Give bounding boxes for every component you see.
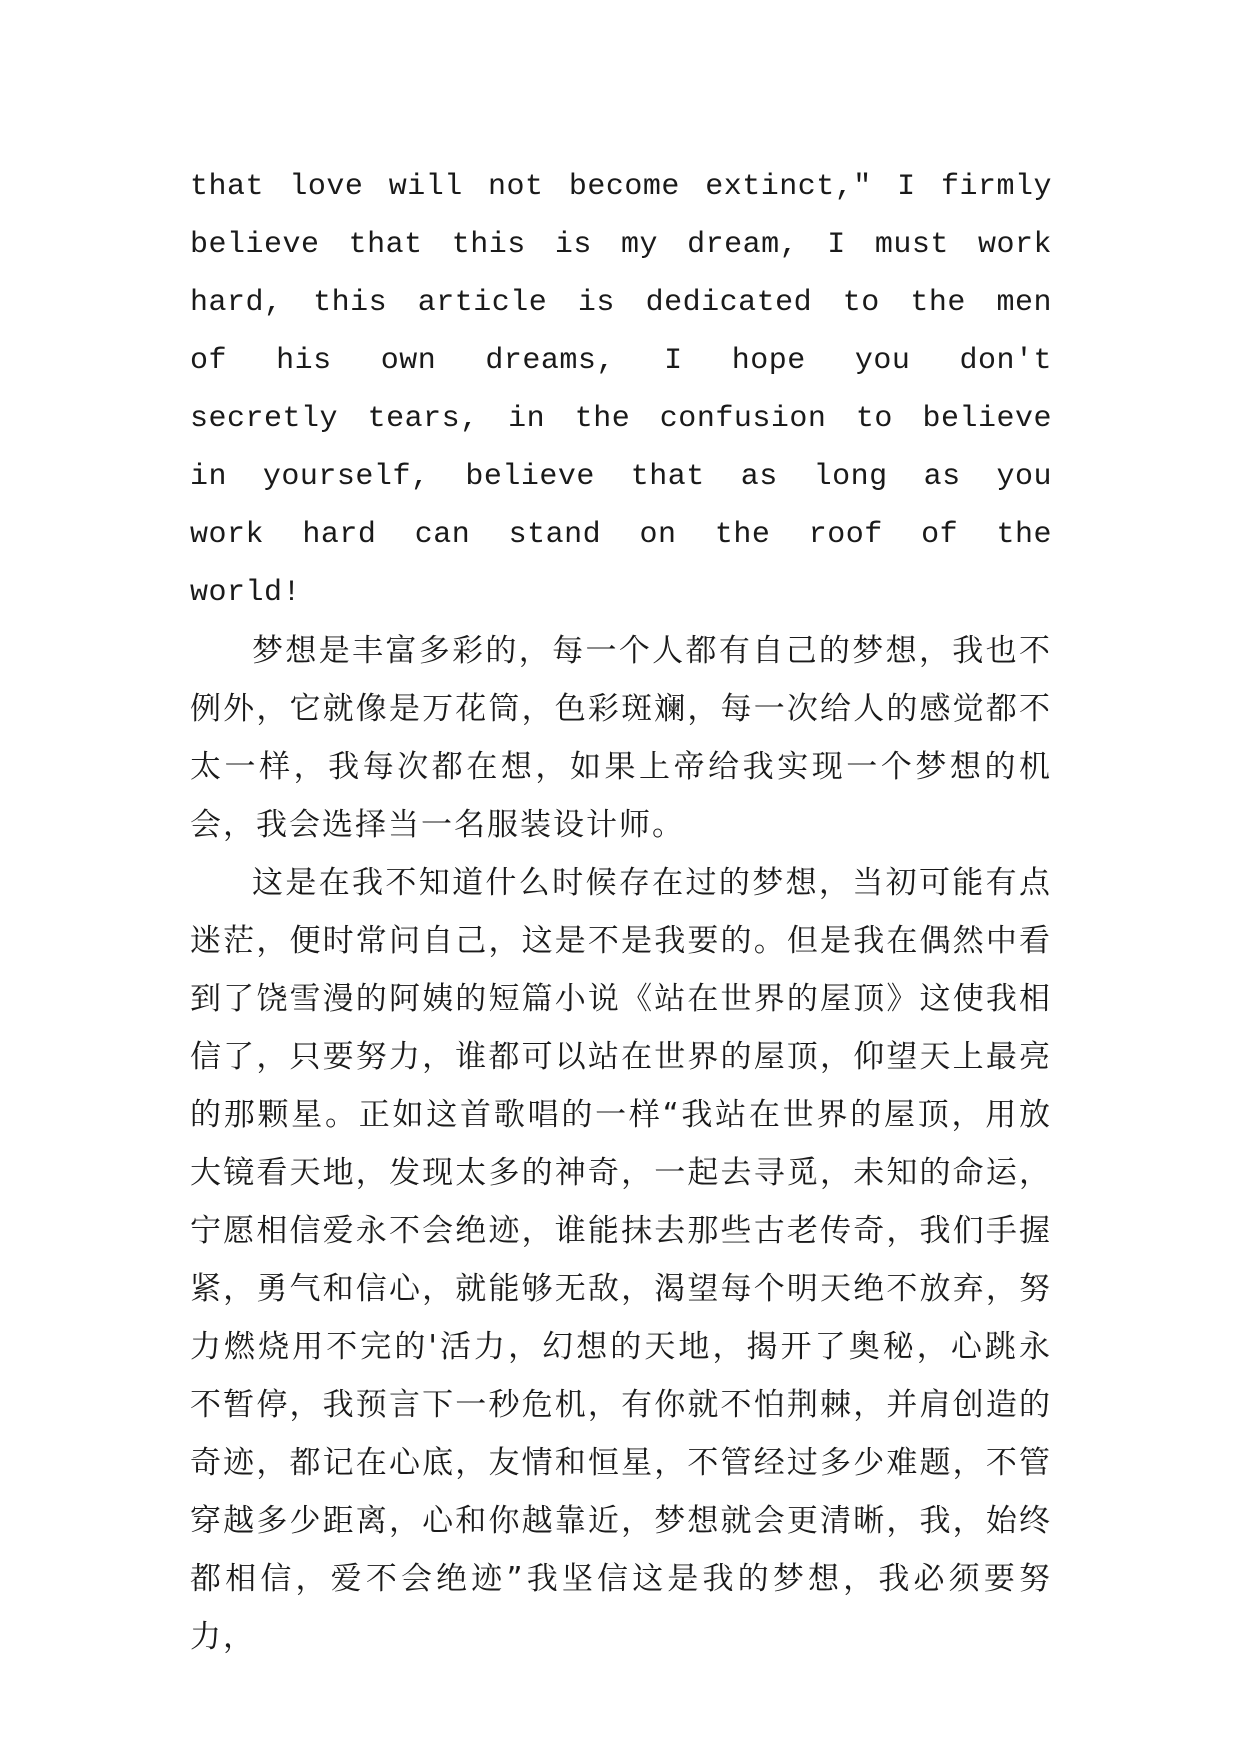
document-body	[190, 158, 1052, 1666]
paragraph-english: that love will not become extinct," I firmly believe that this is my dream, I must work hard, this article is dedicated to the men of his own dreams, I hope you don't secretly tears, in the confusion to believe in yourself, believe that as long as you work hard can stand on the roof of the world!	[190, 170, 1052, 610]
paragraph-dream-story: 这是在我不知道什么时候存在过的梦想，当初可能有点迷茫，便时常问自己，这是不是我要的。但是我在偶然中看到了饶雪漫的阿姨的短篇小说《站在世界的屋顶》这使我相信了，只要努力，谁都可以站在世界的屋顶，仰望天上最亮的那颗星。正如这首歌唱的一样“我站在世界的屋顶，用放大镜看天地，发现太多的神奇，一起去寻觅，未知的命运，宁愿相信爱永不会绝迹，谁能抹去那些古老传奇，我们手握紧，勇气和信心，就能够无敌，渴望每个明天绝不放弃，努力燃烧用不完的'活力，幻想的天地，揭开了奥秘，心跳永不暂停，我预言下一秒危机，有你就不怕荆棘，并肩创造的奇迹，都记在心底，友情和恒星，不管经过多少难题，不管穿越多少距离，心和你越靠近，梦想就会更清晰，我，始终都相信，爱不会绝迹”我坚信这是我的梦想，我必须要努力，	[190, 865, 1052, 1655]
paragraph-dream-intro: 梦想是丰富多彩的，每一个人都有自己的梦想，我也不例外，它就像是万花筒，色彩斑斓，每一次给人的感觉都不太一样，我每次都在想，如果上帝给我实现一个梦想的机会，我会选择当一名服装设计师。	[190, 633, 1052, 843]
